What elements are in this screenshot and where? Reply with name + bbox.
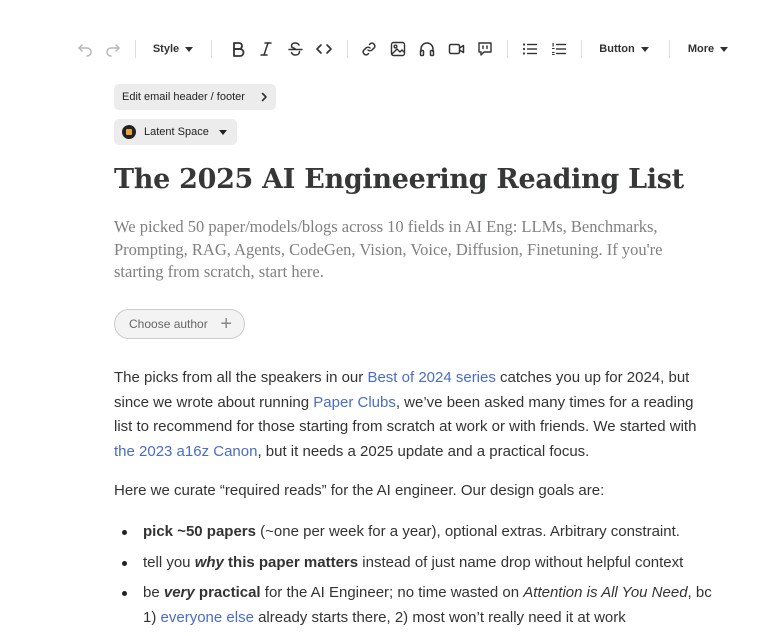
choose-author-label: Choose author <box>129 317 208 331</box>
code-button[interactable] <box>313 34 335 64</box>
toolbar-divider <box>135 40 136 58</box>
button-dropdown-label: Button <box>599 43 635 55</box>
headphones-icon <box>419 41 435 57</box>
edit-email-header-footer-label: Edit email header / footer <box>122 91 245 103</box>
caret-down-icon <box>720 47 728 52</box>
more-dropdown[interactable] <box>684 34 732 64</box>
text-bold: this paper matters <box>223 553 359 571</box>
strikethrough-button[interactable] <box>285 34 305 64</box>
caret-down-icon <box>641 47 649 52</box>
caret-down-icon <box>219 130 227 135</box>
bold-icon <box>231 41 245 57</box>
code-icon <box>315 42 333 56</box>
comment-icon <box>477 41 493 57</box>
edit-email-header-footer-button[interactable] <box>114 84 276 110</box>
publication-selector[interactable] <box>114 119 237 145</box>
text-run: , bc 1) <box>143 584 712 626</box>
audio-button[interactable] <box>416 34 438 64</box>
style-dropdown[interactable] <box>148 34 198 64</box>
list-item[interactable] <box>114 581 714 630</box>
post-subtitle[interactable]: We picked 50 paper/models/blogs across 10 fields in AI Eng: LLMs, Benchmarks, Prompting, RAG, Agents, CodeGen, Vision, Voice, Diffusion, Finetuning. If you're starting from scratch, start here. <box>114 217 663 281</box>
bullet-list-button[interactable] <box>519 34 541 64</box>
redo-icon <box>105 41 121 57</box>
undo-icon <box>77 41 93 57</box>
image-icon <box>390 41 406 57</box>
comment-button[interactable] <box>474 34 496 64</box>
text-run: , we’ve been asked many times for a reading list to recommend for those starting from scratch at work or with friends. We started with <box>114 393 697 435</box>
text-run: be <box>143 584 164 601</box>
design-goals-list <box>114 520 714 636</box>
more-dropdown-label: More <box>687 43 715 55</box>
text-run: , but it needs a 2025 update and a practical focus. <box>257 442 590 460</box>
strikethrough-icon <box>288 41 303 57</box>
link-button[interactable] <box>358 34 380 64</box>
toolbar-divider <box>347 40 348 58</box>
text-run: already starts there, 2) most won’t really need it at work <box>253 608 626 626</box>
body-paragraph[interactable]: Here we curate “required reads” for the AI engineer. Our design goals are: <box>114 482 605 499</box>
button-dropdown[interactable] <box>594 34 654 64</box>
toolbar-divider <box>507 40 508 58</box>
text-italic: Attention is All You Need <box>523 584 688 601</box>
text-run: for the AI Engineer; no time wasted on <box>260 584 524 601</box>
text-run: (~one per week for a year), optional extras. Arbitrary constraint. <box>255 523 680 540</box>
list-item[interactable] <box>114 520 714 545</box>
plus-icon: + <box>220 313 232 335</box>
paper-clubs-link[interactable]: Paper Clubs <box>313 393 396 411</box>
bold-button[interactable] <box>228 34 248 64</box>
text-bold-italic: very <box>163 584 195 601</box>
editor-toolbar <box>70 34 740 64</box>
chevron-right-icon <box>260 92 268 102</box>
numbered-list-icon <box>551 42 567 56</box>
toolbar-divider <box>581 40 582 58</box>
everyone-else-link[interactable]: everyone else <box>160 608 254 626</box>
post-title[interactable]: The 2025 AI Engineering Reading List <box>114 164 684 195</box>
toolbar-divider <box>211 40 212 58</box>
italic-button[interactable] <box>256 34 276 64</box>
text-run: tell you <box>143 553 195 571</box>
publication-logo <box>122 125 136 139</box>
italic-icon <box>259 41 273 57</box>
text-run: The picks from all the speakers in our <box>114 369 368 386</box>
link-icon <box>361 41 377 57</box>
bullet-list-icon <box>522 42 538 56</box>
image-button[interactable] <box>387 34 409 64</box>
text-bold-italic: why <box>194 553 224 571</box>
text-run: catches you up for 2024, but since we wrote about running <box>114 369 690 411</box>
text-bold: practical <box>194 584 261 601</box>
style-dropdown-label: Style <box>152 43 180 55</box>
video-button[interactable] <box>445 34 467 64</box>
caret-down-icon <box>185 47 193 52</box>
a16z-canon-link[interactable]: the 2023 a16z Canon <box>114 442 258 460</box>
choose-author-button[interactable] <box>114 309 245 339</box>
publication-name: Latent Space <box>144 126 209 138</box>
body-paragraph[interactable] <box>114 366 714 464</box>
toolbar-divider <box>669 40 670 58</box>
redo-button[interactable] <box>102 34 124 64</box>
best-of-2024-link[interactable]: Best of 2024 series <box>367 369 496 386</box>
list-item[interactable] <box>114 551 714 576</box>
video-icon <box>448 42 465 56</box>
text-run: instead of just name drop without helpful context <box>358 553 684 571</box>
undo-button[interactable] <box>74 34 96 64</box>
text-bold: pick ~50 papers <box>143 523 256 540</box>
numbered-list-button[interactable] <box>548 34 570 64</box>
